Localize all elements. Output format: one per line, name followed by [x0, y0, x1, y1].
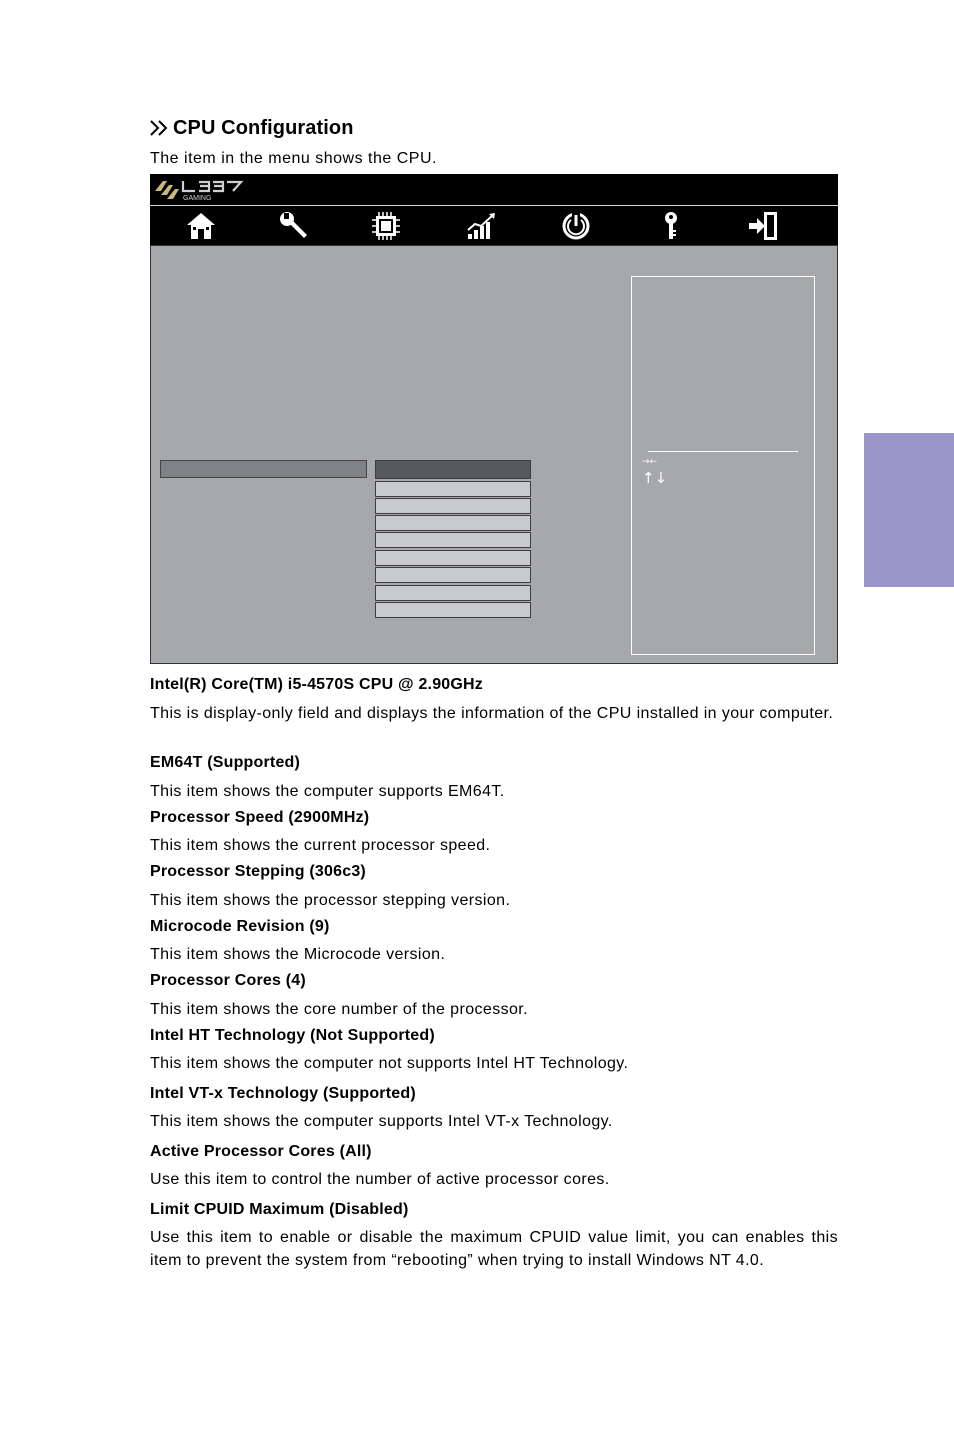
item-description: Use this item to control the number of active processor cores. [150, 1171, 610, 1188]
item-description: Use this item to enable or disable the maximum CPUID value limit, you can enables this item to prevent the system from “rebooting” when trying to install Windows NT 4.0. [150, 1229, 838, 1269]
item-title: Intel VT-x Technology (Supported) [150, 1085, 416, 1102]
item-title: Intel(R) Core(TM) i5-4570S CPU @ 2.90GHz [150, 676, 483, 693]
bios-title-bar [150, 174, 838, 205]
item-title: EM64T (Supported) [150, 754, 301, 771]
l337-gaming-logo [153, 177, 253, 203]
item-description: This item shows the computer not supports Intel HT Technology. [150, 1055, 629, 1072]
wrench-icon[interactable] [278, 210, 310, 242]
item-title: Processor Cores (4) [150, 972, 306, 989]
option-value-row [375, 567, 531, 583]
option-value-row [375, 532, 531, 548]
key-icon[interactable] [655, 210, 687, 242]
item-description: This item shows the current processor speed. [150, 837, 491, 854]
option-value-row [375, 460, 531, 479]
power-icon[interactable] [560, 210, 592, 242]
exit-icon[interactable] [747, 210, 779, 242]
item-title: Processor Speed (2900MHz) [150, 809, 370, 826]
bios-nav-bar [150, 205, 838, 245]
svg-text:GAMING: GAMING [183, 195, 212, 202]
option-value-row [375, 550, 531, 566]
option-value-row [375, 585, 531, 601]
bios-screenshot [150, 174, 838, 664]
home-icon[interactable] [185, 210, 217, 242]
item-title: Limit CPUID Maximum (Disabled) [150, 1201, 409, 1218]
item-description: This item shows the computer supports EM64T. [150, 783, 505, 800]
help-divider [648, 451, 798, 452]
item-description: This item shows the Microcode version. [150, 946, 446, 963]
up-down-arrows-icon: ↑↓ [642, 469, 668, 487]
item-title: Processor Stepping (306c3) [150, 863, 366, 880]
left-right-arrows-icon: →← [642, 457, 658, 467]
option-value-row [375, 515, 531, 531]
chip-icon[interactable] [370, 210, 402, 242]
item-description: This item shows the processor stepping version. [150, 892, 511, 909]
section-intro: The item in the menu shows the CPU. [150, 150, 437, 167]
option-value-row [375, 602, 531, 618]
item-title: Active Processor Cores (All) [150, 1143, 372, 1160]
section-title: CPU Configuration [173, 116, 354, 139]
item-title: Intel HT Technology (Not Supported) [150, 1027, 435, 1044]
item-description: This item shows the computer supports Intel VT-x Technology. [150, 1113, 613, 1130]
performance-chart-icon[interactable] [465, 210, 497, 242]
item-title: Microcode Revision (9) [150, 918, 330, 935]
option-value-row [375, 498, 531, 514]
bios-main-panel [150, 245, 838, 664]
help-panel [631, 276, 815, 655]
chapter-side-tab [864, 433, 954, 587]
selected-menu-row[interactable] [160, 460, 367, 478]
item-description: This item shows the core number of the processor. [150, 1001, 528, 1018]
section-heading [149, 114, 354, 142]
option-value-row [375, 481, 531, 497]
option-values-column [375, 460, 531, 619]
item-description: This is display-only field and displays the information of the CPU installed in your computer. [150, 705, 834, 722]
double-chevron-right-icon [149, 117, 171, 139]
